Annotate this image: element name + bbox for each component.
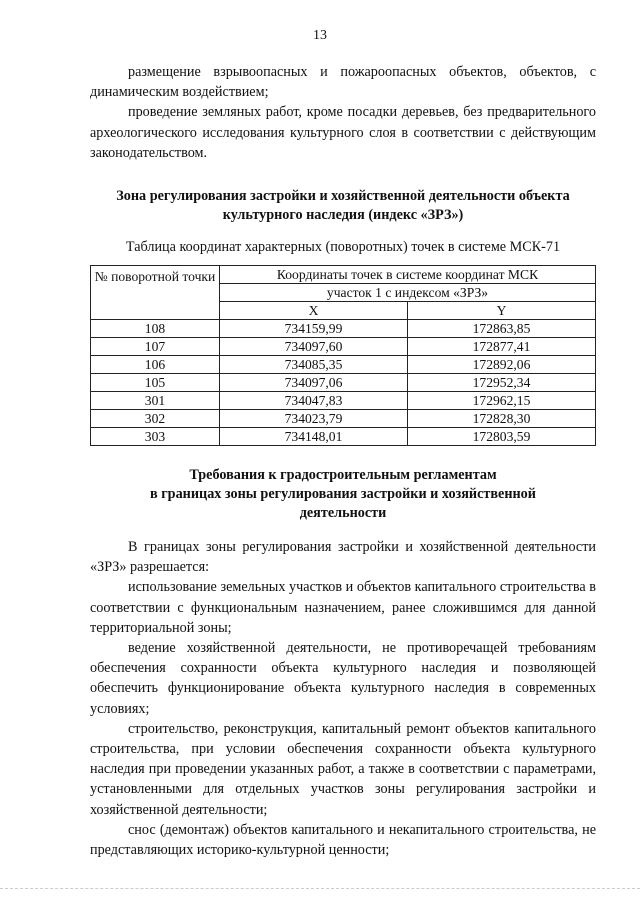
cell-point: 302: [91, 410, 220, 428]
cell-y: 172952,34: [408, 374, 596, 392]
body-paragraph-2: использование земельных участков и объектов капитального строительства в соответствии с функциональным назначением, ранее сложившимся для данной территориальной зоны;: [90, 579, 596, 636]
cell-x: 734159,99: [220, 320, 408, 338]
body-paragraph-3: ведение хозяйственной деятельности, не противоречащей требованиям обеспечения сохранности объекта культурного наследия и позволяющей обеспечить функционирование объекта культурного наследия в современных условиях;: [90, 640, 596, 717]
table-row: [91, 356, 596, 374]
table-row: [91, 428, 596, 446]
cell-point: 106: [91, 356, 220, 374]
cell-y: 172962,15: [408, 392, 596, 410]
cell-x: 734047,83: [220, 392, 408, 410]
requirements-heading-line-3: деятельности: [299, 505, 387, 522]
cell-point: 108: [91, 320, 220, 338]
table-row: [91, 410, 596, 428]
document-body: [90, 62, 596, 860]
cell-x: 734097,06: [220, 374, 408, 392]
table-row: [91, 320, 596, 338]
coordinates-table: [90, 265, 596, 446]
cell-y: 172863,85: [408, 320, 596, 338]
requirements-heading: [90, 466, 596, 523]
requirements-heading-line-2: в границах зоны регулирования застройки и хозяйственной: [150, 486, 536, 503]
body-paragraph-4: строительство, реконструкция, капитальный ремонт объектов капитального строительства, при условии обеспечения сохранности объекта культурного наследия при проведении указанных работ, а также в соответствии с параметрами, установленными для отдельных участков зоны регулирования застройки и хозяйственной деятельности;: [90, 720, 596, 818]
intro-paragraph-2: проведение земляных работ, кроме посадки деревьев, без предварительного археологического исследования культурного слоя в соответствии с действующим законодательством.: [90, 104, 596, 161]
page-bottom-divider: [0, 888, 640, 889]
table-caption: Таблица координат характерных (поворотных) точек в системе МСК-71: [125, 239, 561, 256]
page-number: 13: [313, 28, 327, 43]
cell-y: 172828,30: [408, 410, 596, 428]
cell-point: 107: [91, 338, 220, 356]
requirements-body: [90, 537, 596, 860]
table-row: [91, 338, 596, 356]
table-row: [91, 374, 596, 392]
cell-x: 734023,79: [220, 410, 408, 428]
cell-point: 105: [91, 374, 220, 392]
requirements-heading-line-1: Требования к градостроительным регламентам: [189, 467, 497, 484]
body-paragraph-1: В границах зоны регулирования застройки и хозяйственной деятельности «ЗРЗ» разрешается:: [90, 539, 596, 576]
table-row: [91, 392, 596, 410]
intro-paragraph-1: размещение взрывоопасных и пожароопасных объектов, объектов, с динамическим воздействием;: [90, 64, 596, 101]
header-x: X: [220, 302, 408, 320]
header-point-number: № поворотной точки: [91, 266, 220, 320]
zone-heading-line-2: культурного наследия (индекс «ЗРЗ»): [222, 207, 464, 224]
zone-heading-line-1: Зона регулирования застройки и хозяйственной деятельности объекта: [116, 188, 570, 205]
cell-y: 172892,06: [408, 356, 596, 374]
cell-point: 301: [91, 392, 220, 410]
cell-y: 172803,59: [408, 428, 596, 446]
cell-x: 734097,60: [220, 338, 408, 356]
header-coordinates: Координаты точек в системе координат МСК: [220, 266, 596, 284]
zone-heading: [90, 187, 596, 225]
cell-y: 172877,41: [408, 338, 596, 356]
header-subheader: участок 1 с индексом «ЗРЗ»: [220, 284, 596, 302]
header-y: Y: [408, 302, 596, 320]
body-paragraph-5: снос (демонтаж) объектов капитального и некапитального строительства, не представляющих историко-культурной ценности;: [90, 821, 596, 859]
cell-point: 303: [91, 428, 220, 446]
cell-x: 734085,35: [220, 356, 408, 374]
cell-x: 734148,01: [220, 428, 408, 446]
